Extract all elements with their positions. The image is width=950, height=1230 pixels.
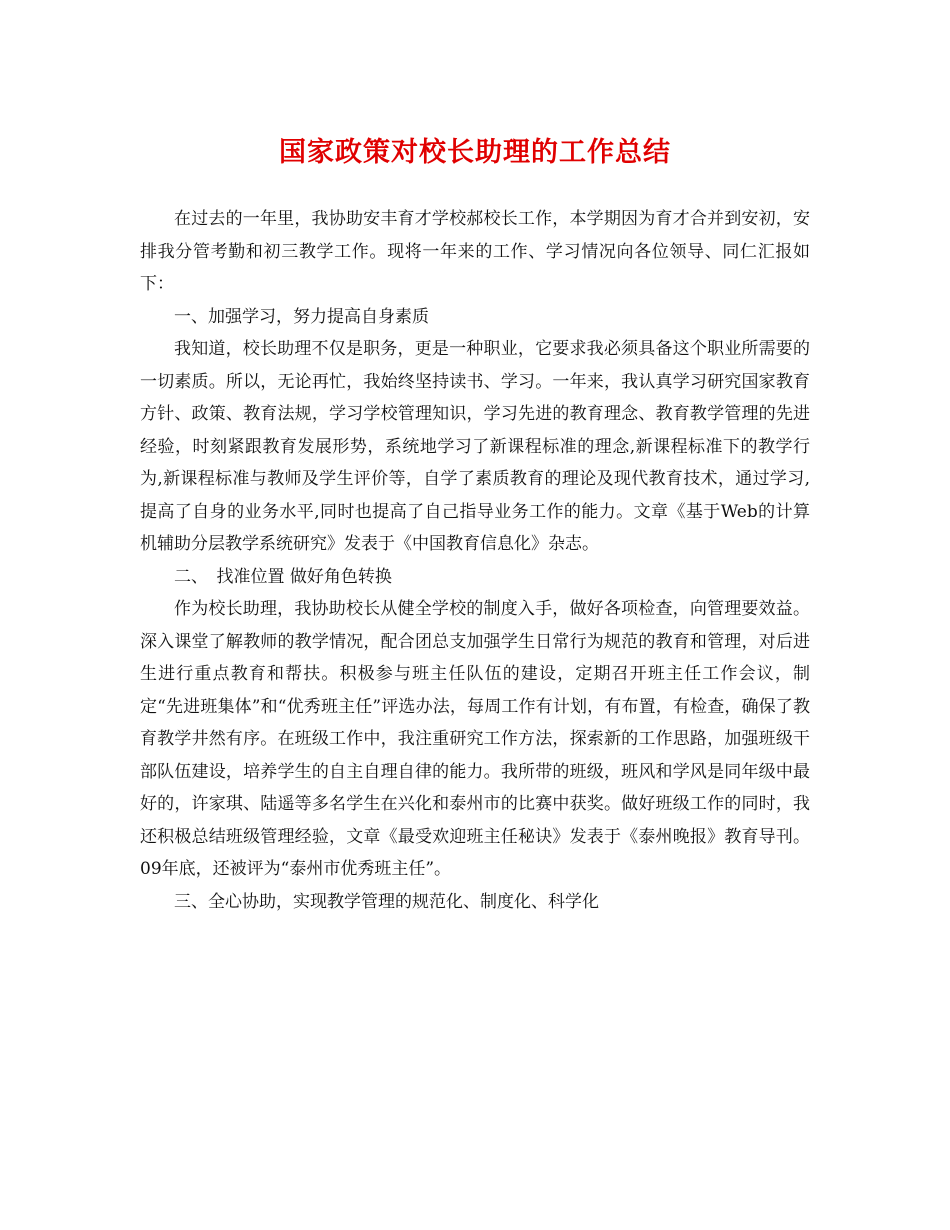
- section-1-paragraph: 我知道，校长助理不仅是职务，更是一种职业，它要求我必须具备这个职业所需要的一切素质。所以，无论再忙，我始终坚持读书、学习。一年来，我认真学习研究国家教育方针、政策、教育法规，学习学校管理知识，学习先进的教育理念、教育教学管理的先进经验，时刻紧跟教育发展形势，系统地学习了新课程标准的理念,新课程标准下的教学行为,新课程标准与教师及学生评价等，自学了素质教育的理论及现代教育技术，通过学习,提高了自身的业务水平,同时也提高了自己指导业务工作的能力。文章《基于Web的计算机辅助分层教学系统研究》发表于《中国教育信息化》杂志。: [140, 339, 810, 554]
- document-title: 国家政策对校长助理的工作总结: [279, 137, 671, 168]
- section-2-paragraph: 作为校长助理，我协助校长从健全学校的制度入手，做好各项检查，向管理要效益。深入课堂了解教师的教学情况，配合团总支加强学生日常行为规范的教育和管理，对后进生进行重点教育和帮扶。积极参与班主任队伍的建设，定期召开班主任工作会议，制定“先进班集体”和“优秀班主任”评选办法，每周工作有计划，有布置，有检查，确保了教育教学井然有序。在班级工作中，我注重研究工作方法，探索新的工作思路，加强班级干部队伍建设，培养学生的自主自理自律的能力。我所带的班级，班风和学风是同年级中最好的，许家琪、陆遥等多名学生在兴化和泰州市的比赛中获奖。做好班级工作的同时，我还积极总结班级管理经验，文章《最受欢迎班主任秘诀》发表于《泰州晚报》教育导刊。09年底，还被评为“泰州市优秀班主任”。: [140, 599, 810, 879]
- section-heading-3: 三、全心协助，实现教学管理的规范化、制度化、科学化: [174, 891, 599, 912]
- document-body: [140, 203, 810, 918]
- section-heading-2: 二、 找准位置 做好角色转换: [174, 566, 392, 587]
- section-heading-1: 一、加强学习，努力提高自身素质: [174, 306, 429, 327]
- intro-paragraph: 在过去的一年里，我协助安丰育才学校郝校长工作，本学期因为育才合并到安初，安排我分管考勤和初三教学工作。现将一年来的工作、学习情况向各位领导、同仁汇报如下：: [140, 209, 810, 294]
